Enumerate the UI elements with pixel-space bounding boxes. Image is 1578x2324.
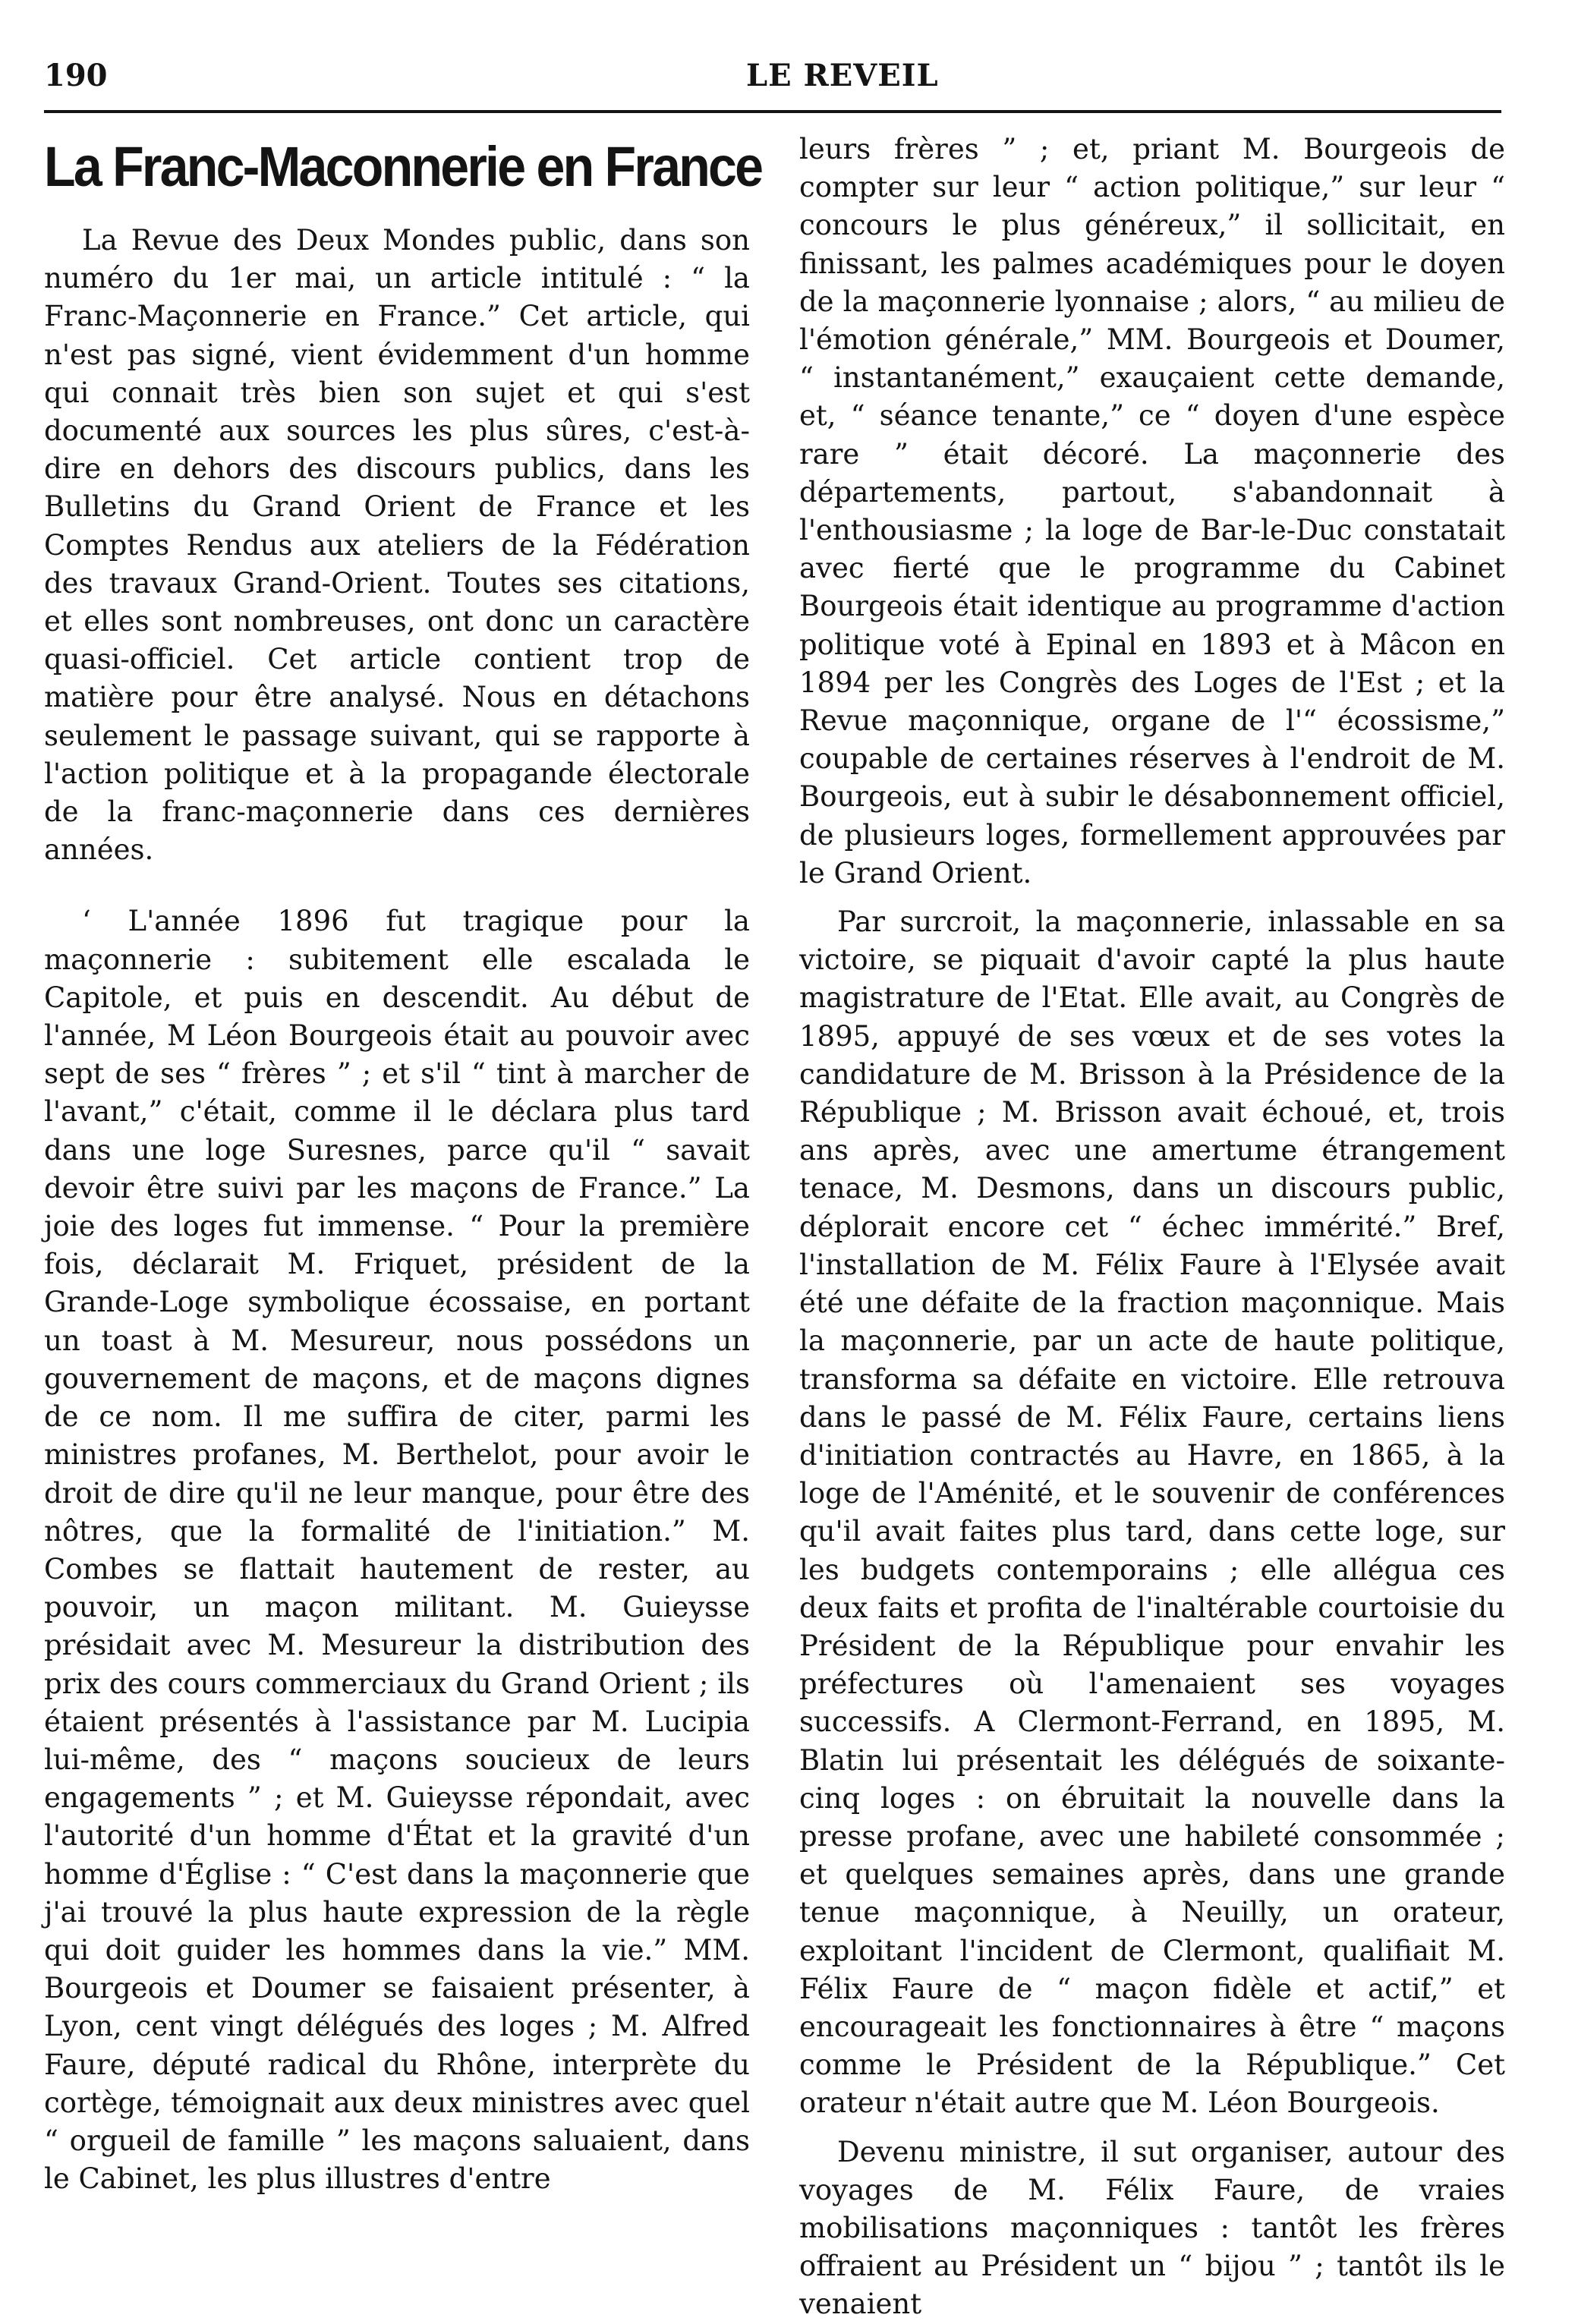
continued-paragraph: leurs frères ” ; et, priant M. Bourgeois de compter sur leur “ action politique,” sur leur “ concours le plus généreux,” il sollicitait, en finissant, les palmes académiques pour le doyen de la maçonnerie lyonnaise ; alors, “ au milieu de l'émotion générale,” MM. Bourgeois et Doumer, “ instantanément,” exauçaient cette demande, et, “ séance tenante,” ce “ doyen d'une espèce rare ” était décoré. La maçonnerie des départements, partout, s'abandonnait à l'enthousiasme ; la loge de Bar-le-Duc constatait avec fierté que le programme du Cabinet Bourgeois était identique au programme d'action politique voté à Epinal en 1893 et à Mâcon en 1894 per les Congrès des Loges de l'Est ; et la Revue maçonnique, organe de l'“ écossisme,” coupable de certaines réserves à l'endroit de M. Bourgeois, eut à subir le désabonnement officiel, de plusieurs loges, formellement approuvées par le Grand Orient.	[799, 133, 1505, 890]
body-paragraph: Par surcroit, la maçonnerie, inlassable en sa victoire, se piquait d'avoir capté la plus haute magistrature de l'Etat. Elle avait, au Congrès de 1895, appuyé de ses vœux et de ses votes la candidature de M. Brisson à la Présidence de la République ; M. Brisson avait échoué, et, trois ans après, avec une amertume étrangement tenace, M. Desmons, dans un discours public, déplorait encore cet “ échec immérité.” Bref, l'installation de M. Félix Faure à l'Elysée avait été une défaite de la fraction maçonnique. Mais la maçonnerie, par un acte de haute politique, transforma sa défaite en victoire. Elle retrouva dans le passé de M. Félix Faure, certains liens d'initiation contractés au Havre, en 1865, à la loge de l'Aménité, et le souvenir de conférences qu'il avait faites plus tard, dans cette loge, sur les budgets contemporains ; elle allégua ces deux faits et profita de l'inaltérable courtoisie du Président de la République pour envahir les préfectures où l'amenaient ses voyages successifs. A Clermont-Ferrand, en 1895, M. Blatin lui présentait les délégués de soixante-cinq loges : on ébruitait la nouvelle dans la presse profane, avec une habileté consommée ; et quelques semaines après, dans une grande tenue maçonnique, à Neuilly, un orateur, exploitant l'incident de Clermont, qualifiait M. Félix Faure de “ maçon fidèle et actif,” et encourageait les fonctionnaires à être “ maçons comme le Président de la République.” Cet orateur n'était autre que M. Léon Bourgeois.	[799, 905, 1505, 2120]
left-column	[44, 128, 762, 2198]
body-paragraph: Devenu ministre, il sut organiser, autour des voyages de M. Félix Faure, de vraies mobilisations maçonniques : tantôt les frères offraient au Président un “ bijou ” ; tantôt ils le venaient	[799, 2135, 1505, 2321]
page-number: 190	[44, 58, 108, 93]
quoted-paragraph: ‘ L'année 1896 fut tragique pour la maçonnerie : subitement elle escalada le Capitole, et puis en descendit. Au début de l'année, M Léon Bourgeois était au pouvoir avec sept de ses “ frères ” ; et s'il “ tint à marcher de l'avant,” c'était, comme il le déclara plus tard dans une loge Suresnes, parce qu'il “ savait devoir être suivi par les maçons de France.” La joie des loges fut immense. “ Pour la première fois, déclarait M. Friquet, président de la Grande-Loge symbolique écossaise, en portant un toast à M. Mesureur, nous possédons un gouvernement de maçons, et de maçons dignes de ce nom. Il me suffira de citer, parmi les ministres profanes, M. Berthelot, pour avoir le droit de dire qu'il ne leur manque, pour être des nôtres, que la formalité de l'initiation.” M. Combes se flattait hautement de rester, au pouvoir, un maçon militant. M. Guieysse présidait avec M. Mesureur la distribution des prix des cours commerciaux du Grand Orient ; ils étaient présentés à l'assistance par M. Lucipia lui-même, des “ maçons soucieux de leurs engagements ” ; et M. Guieysse répondait, avec l'autorité d'un homme d'État et la gravité d'un homme d'Église : “ C'est dans la maçonnerie que j'ai trouvé la plus haute expression de la règle qui doit guider les hommes dans la vie.” MM. Bourgeois et Doumer se faisaient présenter, à Lyon, cent vingt délégués des loges ; M. Alfred Faure, député radical du Rhône, interprète du cortège, témoignait aux deux ministres avec quel “ orgueil de famille ” les maçons saluaient, dans le Cabinet, les plus illustres d'entre	[44, 905, 750, 2196]
article-title: La Franc-Maconnerie en France	[44, 135, 762, 198]
right-column	[799, 131, 1505, 2324]
intro-paragraph: La Revue des Deux Mondes public, dans son numéro du 1er mai, un article intitulé : “ la Franc-Maçonnerie en France.” Cet article, qui n'est pas signé, vient évidemment d'un homme qui connait très bien son sujet et qui s'est documenté aux sources les plus sûres, c'est-à-dire en dehors des discours publics, dans les Bulletins du Grand Orient de France et les Comptes Rendus aux ateliers de la Fédération des travaux Grand-Orient. Toutes ses citations, et elles sont nombreuses, ont donc un caractère quasi-officiel. Cet article contient trop de matière pour être analysé. Nous en détachons seulement le passage suivant, qui se rapporte à l'action politique et à la propagande électorale de la franc-maçonnerie dans ces dernières années.	[44, 224, 750, 867]
running-head	[44, 52, 1501, 97]
header-rule	[44, 110, 1501, 113]
journal-name: LE REVEIL	[746, 58, 939, 93]
